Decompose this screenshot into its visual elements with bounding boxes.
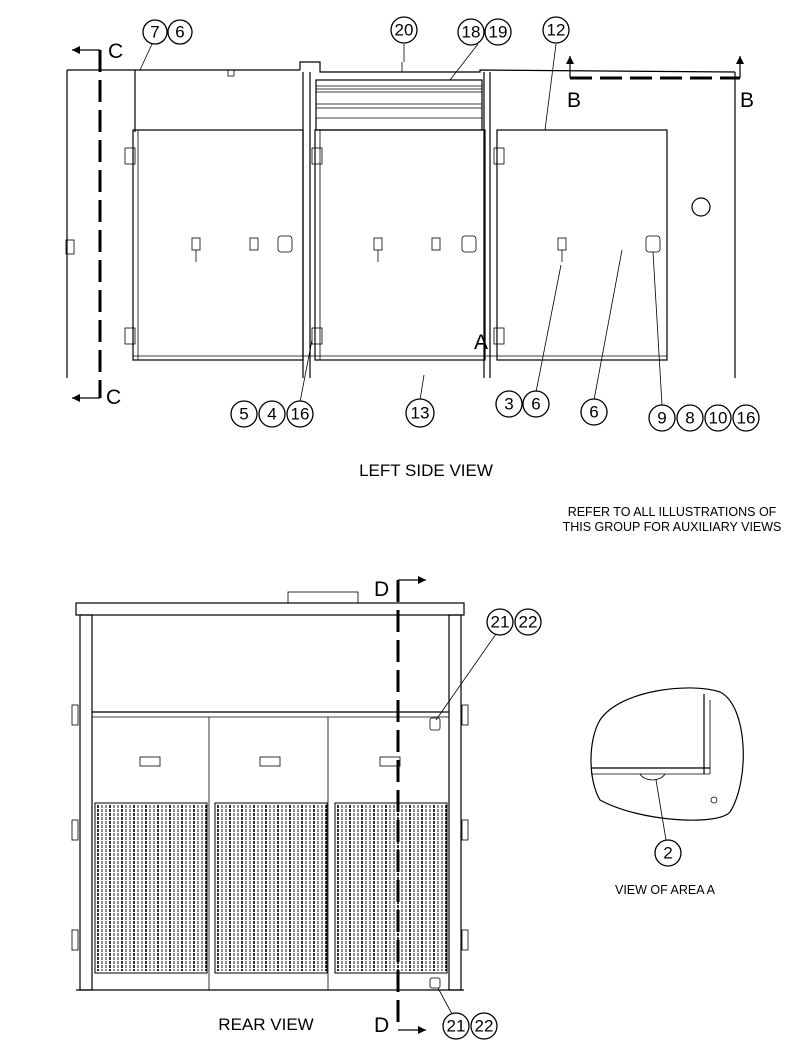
callout-7 xyxy=(143,20,167,44)
svg-text:22: 22 xyxy=(518,612,538,632)
callout-20 xyxy=(391,17,417,43)
callout-6-single xyxy=(581,399,607,425)
callout-19 xyxy=(485,19,511,45)
section-b-right-label: B xyxy=(740,89,755,112)
callout-18 xyxy=(458,19,484,45)
svg-text:10: 10 xyxy=(708,408,728,428)
rear-view-caption: REAR VIEW xyxy=(218,1015,314,1034)
svg-text:4: 4 xyxy=(267,404,277,424)
callout-9 xyxy=(649,405,675,431)
callout-22-upper xyxy=(515,609,541,635)
grille-group xyxy=(95,803,447,973)
note-line-1: REFER TO ALL ILLUSTRATIONS OF xyxy=(567,505,777,519)
svg-text:21: 21 xyxy=(490,612,510,632)
svg-text:5: 5 xyxy=(239,404,249,424)
rear-view xyxy=(72,576,541,1039)
callout-21-lower xyxy=(443,1013,469,1039)
svg-text:16: 16 xyxy=(290,404,310,424)
callout-21-upper xyxy=(487,609,513,635)
callout-12 xyxy=(543,17,569,43)
callout-4 xyxy=(259,401,285,427)
section-d-bottom-label: D xyxy=(374,1014,390,1037)
area-a-marker: A xyxy=(474,331,489,354)
svg-text:6: 6 xyxy=(175,22,185,42)
note-line-2: THIS GROUP FOR AUXILIARY VIEWS xyxy=(562,520,782,534)
svg-text:12: 12 xyxy=(546,20,566,40)
callout-13 xyxy=(406,399,434,427)
callout-2 xyxy=(655,840,681,866)
callout-10 xyxy=(705,405,731,431)
svg-text:16: 16 xyxy=(736,408,756,428)
svg-text:6: 6 xyxy=(531,394,541,414)
callout-16 xyxy=(287,401,313,427)
section-d-top-label: D xyxy=(374,578,390,601)
svg-text:20: 20 xyxy=(394,20,414,40)
svg-text:18: 18 xyxy=(461,22,481,42)
section-c-top-label: C xyxy=(108,40,124,63)
callout-8 xyxy=(677,405,703,431)
left-side-view xyxy=(66,17,759,480)
callout-16-right xyxy=(733,405,759,431)
svg-text:3: 3 xyxy=(504,394,514,414)
section-b-left-label: B xyxy=(567,89,582,112)
svg-text:13: 13 xyxy=(410,403,430,423)
area-a-caption: VIEW OF AREA A xyxy=(614,883,716,897)
callout-22-lower xyxy=(471,1013,497,1039)
svg-text:2: 2 xyxy=(663,843,673,863)
area-a-detail xyxy=(591,688,743,897)
callout-5 xyxy=(231,401,257,427)
svg-text:8: 8 xyxy=(685,408,695,428)
svg-text:7: 7 xyxy=(150,22,160,42)
callout-6 xyxy=(168,20,192,44)
svg-text:22: 22 xyxy=(474,1016,494,1036)
svg-text:21: 21 xyxy=(446,1016,466,1036)
svg-text:6: 6 xyxy=(589,402,599,422)
section-c-bottom-label: C xyxy=(106,386,122,409)
callout-3 xyxy=(496,391,522,417)
svg-text:19: 19 xyxy=(488,22,508,42)
left-side-view-caption: LEFT SIDE VIEW xyxy=(359,461,493,480)
svg-text:9: 9 xyxy=(657,408,667,428)
callout-6-lower xyxy=(523,391,549,417)
